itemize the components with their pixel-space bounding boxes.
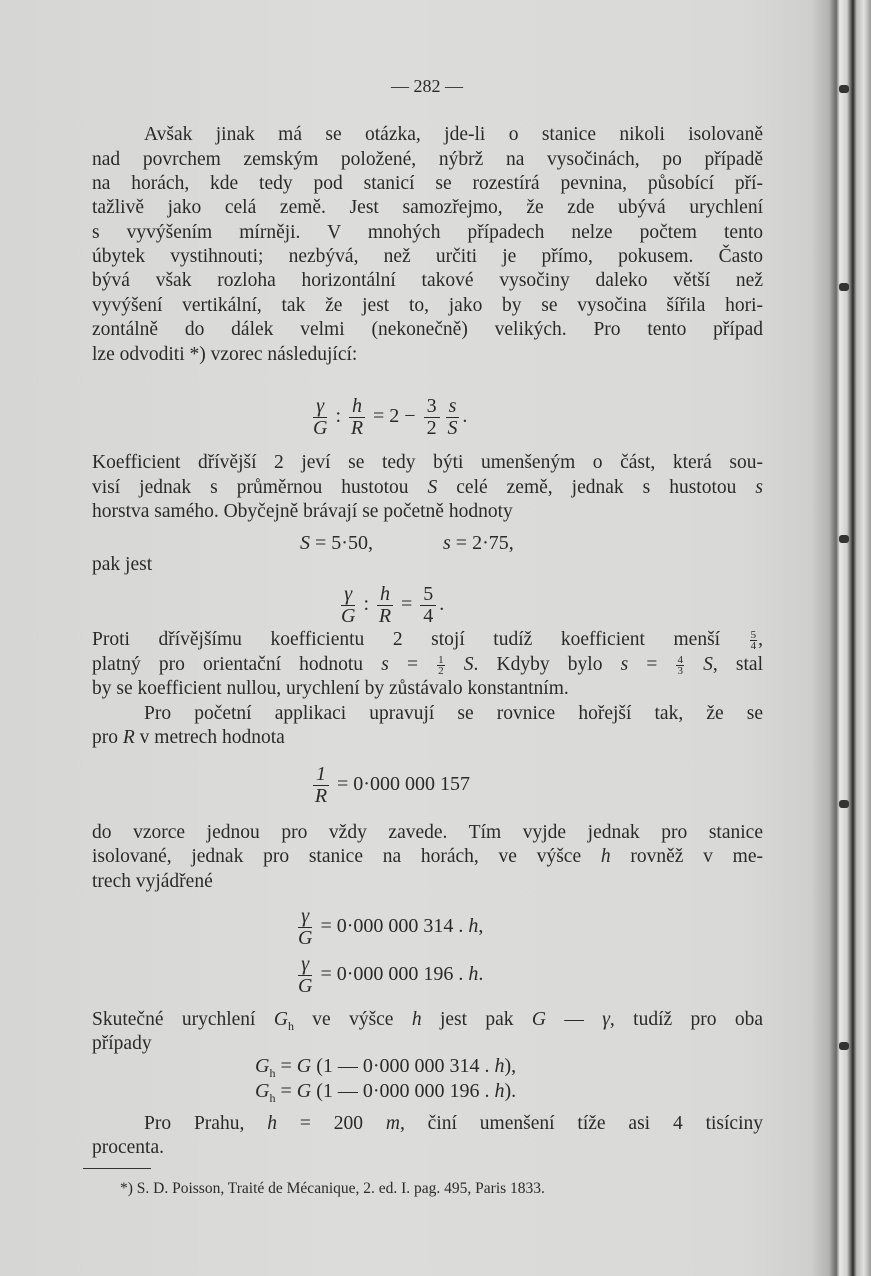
text-segment: do vzorce jednou pro vždy zavede. Tím vyjde jednak pro stanice bbox=[92, 822, 763, 843]
text-line bbox=[92, 221, 763, 245]
fraction-denominator: 4 bbox=[750, 640, 757, 653]
text-segment: . Kdyby bylo bbox=[473, 654, 621, 675]
fraction bbox=[676, 655, 684, 676]
text-segment: = 5·50, bbox=[310, 532, 373, 554]
math-variable: h bbox=[494, 1080, 505, 1102]
text-segment: ), bbox=[504, 1055, 517, 1077]
math-variable: S bbox=[300, 532, 310, 554]
text-segment bbox=[685, 654, 703, 675]
fraction-numerator: γ bbox=[298, 906, 312, 928]
text-line bbox=[92, 870, 763, 894]
text-segment: (1 — 0·000 000 314 . bbox=[311, 1055, 495, 1077]
text-segment: = bbox=[275, 1080, 297, 1102]
binding-stitch bbox=[839, 283, 849, 291]
math-variable: R bbox=[122, 727, 135, 748]
fraction-denominator: G bbox=[341, 605, 356, 627]
book-binding bbox=[811, 0, 871, 1276]
text-line bbox=[92, 726, 763, 750]
fraction-numerator: 1 bbox=[438, 654, 444, 667]
text-segment: — bbox=[546, 1009, 603, 1030]
text-line bbox=[92, 123, 763, 147]
math-variable: h bbox=[468, 963, 479, 986]
text-segment: platný pro orientační hodnotu bbox=[92, 654, 382, 675]
text-line bbox=[92, 628, 763, 652]
fraction bbox=[424, 396, 440, 439]
equation-1 bbox=[310, 396, 467, 439]
fraction bbox=[298, 906, 312, 949]
text-segment: vyvýšení vertikální, tak že jest to, jako by se vysočina šířila hori- bbox=[92, 295, 763, 316]
binding-stitch bbox=[839, 85, 849, 93]
fraction bbox=[377, 584, 393, 627]
subscript: h bbox=[269, 1091, 276, 1105]
math-variable: G bbox=[255, 1080, 270, 1102]
fraction bbox=[750, 630, 758, 651]
text-segment: Avšak jinak má se otázka, jde-li o stanice nikoli isolovaně bbox=[144, 124, 763, 145]
math-variable: h bbox=[468, 915, 479, 938]
text-segment: . bbox=[462, 405, 468, 428]
text-line bbox=[92, 451, 763, 475]
text-segment: Pro početní applikaci upravují se rovnice hořejší tak, že se bbox=[144, 703, 763, 724]
text-segment: by se koefficient nullou, urychlení by zůstávalo konstantním. bbox=[92, 678, 569, 699]
fraction-numerator: 1 bbox=[313, 764, 329, 786]
fraction-numerator: s bbox=[446, 396, 460, 418]
text-segment: . bbox=[439, 593, 445, 616]
fraction bbox=[313, 396, 327, 439]
text-segment: visí jednak s průměrnou hustotou bbox=[92, 477, 428, 498]
text-line bbox=[92, 653, 763, 677]
fraction-numerator: 5 bbox=[750, 629, 757, 642]
text-segment: , stal bbox=[712, 654, 763, 675]
math-variable: G bbox=[296, 1055, 312, 1077]
text-segment: bývá však rozloha horizontální takové vysočiny daleko větší než bbox=[92, 270, 763, 291]
footnote-rule bbox=[83, 1168, 151, 1169]
text-line bbox=[92, 845, 763, 869]
text-segment: isolované, jednak pro stanice na horách, ve výšce bbox=[92, 846, 601, 867]
text-line bbox=[92, 553, 763, 577]
text-line bbox=[92, 245, 763, 269]
fraction-numerator: h bbox=[377, 584, 393, 606]
fraction bbox=[349, 396, 365, 439]
text-segment: = 2 − bbox=[368, 405, 421, 428]
text-line bbox=[92, 476, 763, 500]
text-segment bbox=[446, 654, 464, 675]
text-line bbox=[92, 269, 763, 293]
fraction-numerator: 5 bbox=[420, 584, 436, 606]
text-segment: ve výšce bbox=[293, 1009, 412, 1030]
text-segment: horstva samého. Obyčejně brávají se početně hodnoty bbox=[92, 501, 513, 522]
text-segment: = 0·000 000 196 . bbox=[315, 963, 469, 986]
text-segment: zontálně do dálek velmi (nekonečně) velikých. Pro tento případ bbox=[92, 319, 763, 340]
fraction-denominator: S bbox=[447, 417, 458, 439]
fraction-numerator: γ bbox=[298, 954, 312, 976]
text-segment: = bbox=[388, 654, 437, 675]
text-line bbox=[92, 1008, 763, 1032]
math-variable: h bbox=[494, 1055, 505, 1077]
equation-6 bbox=[295, 954, 483, 997]
math-variable: s bbox=[443, 532, 451, 554]
footnote: *) S. D. Poisson, Traité de Mécanique, 2. ed. I. pag. 495, Paris 1833. bbox=[120, 1180, 545, 1197]
equation-3 bbox=[338, 584, 444, 627]
binding-stitch bbox=[839, 800, 849, 808]
text-segment: : bbox=[330, 405, 347, 428]
text-segment: = 0·000 000 314 . bbox=[315, 915, 469, 938]
fraction-denominator: 4 bbox=[423, 605, 434, 627]
fraction-numerator: γ bbox=[341, 584, 355, 606]
text-segment: tažlivě jako celá země. Jest samozřejmo, že zde ubývá urychlení bbox=[92, 197, 763, 218]
text-line bbox=[92, 702, 763, 726]
math-variable: G bbox=[531, 1009, 546, 1030]
fraction-numerator: 3 bbox=[424, 396, 440, 418]
text-segment: trech vyjádřené bbox=[92, 871, 213, 892]
fraction-numerator: h bbox=[349, 396, 365, 418]
page-number: — 282 — bbox=[391, 76, 463, 96]
text-segment: s vyvýšením mírněji. V mnohých případech nelze počtem tento bbox=[92, 222, 763, 243]
math-variable: S bbox=[703, 654, 713, 675]
text-line bbox=[92, 196, 763, 220]
fraction bbox=[313, 764, 329, 807]
fraction-denominator: R bbox=[378, 605, 392, 627]
math-variable: S bbox=[463, 654, 474, 675]
text-line bbox=[92, 677, 763, 701]
text-segment: . bbox=[478, 963, 484, 986]
text-segment: = 0·000 000 157 bbox=[332, 773, 470, 796]
text-line bbox=[92, 1136, 763, 1160]
text-segment: pak jest bbox=[92, 554, 153, 575]
text-segment: = 200 bbox=[276, 1113, 386, 1134]
fraction bbox=[341, 584, 355, 627]
math-variable: m bbox=[385, 1113, 400, 1134]
text-segment: procenta. bbox=[92, 1137, 165, 1158]
equation-8 bbox=[255, 1079, 516, 1110]
text-segment: , činí umenšení tíže asi 4 tisíciny bbox=[399, 1113, 764, 1134]
text-segment: (1 — 0·000 000 196 . bbox=[311, 1080, 495, 1102]
text-line bbox=[92, 500, 763, 524]
equation-5 bbox=[295, 906, 483, 949]
subscript: h bbox=[287, 1018, 294, 1033]
text-line bbox=[92, 148, 763, 172]
fraction-denominator: G bbox=[298, 975, 313, 997]
math-variable: G bbox=[296, 1080, 312, 1102]
text-line bbox=[92, 172, 763, 196]
math-variable: s bbox=[620, 654, 629, 675]
fraction-denominator: R bbox=[350, 417, 364, 439]
fraction-denominator: 2 bbox=[438, 665, 444, 678]
math-variable: G bbox=[255, 1055, 270, 1077]
fraction-denominator: R bbox=[314, 785, 328, 807]
text-segment: = bbox=[396, 593, 418, 616]
text-segment: , bbox=[478, 915, 484, 938]
text-segment: Koefficient dřívější 2 jeví se tedy býti umenšeným o část, která sou- bbox=[92, 452, 763, 473]
text-segment: , tudíž pro oba bbox=[609, 1009, 764, 1030]
fraction-numerator: γ bbox=[313, 396, 327, 418]
math-variable: S bbox=[427, 477, 438, 498]
equation-2a bbox=[300, 531, 373, 555]
text-segment: jest pak bbox=[421, 1009, 532, 1030]
fraction-denominator: 2 bbox=[426, 417, 437, 439]
subscript: h bbox=[269, 1066, 276, 1080]
text-segment: v metrech hodnota bbox=[134, 727, 285, 748]
binding-stitch bbox=[839, 535, 849, 543]
equation-2b bbox=[443, 531, 514, 555]
fraction-numerator: 4 bbox=[677, 654, 683, 667]
equation-4 bbox=[310, 764, 470, 807]
text-segment: , bbox=[758, 629, 763, 650]
text-segment: Pro Prahu, bbox=[144, 1113, 268, 1134]
text-line bbox=[92, 1032, 763, 1056]
text-segment: lze odvoditi *) vzorec následující: bbox=[92, 344, 358, 365]
text-line bbox=[92, 821, 763, 845]
math-variable: s bbox=[755, 477, 763, 498]
fraction-denominator: G bbox=[298, 927, 313, 949]
text-segment: ). bbox=[504, 1080, 517, 1102]
fraction bbox=[420, 584, 436, 627]
text-segment: na horách, kde tedy pod stanicí se rozestírá pevnina, působící pří- bbox=[92, 173, 763, 194]
text-segment: : bbox=[358, 593, 375, 616]
math-variable: s bbox=[381, 654, 389, 675]
text-segment: = 2·75, bbox=[450, 532, 514, 554]
math-variable: h bbox=[600, 846, 611, 867]
fraction bbox=[446, 396, 460, 439]
math-variable: h bbox=[267, 1113, 277, 1134]
text-segment: rovněž v me- bbox=[610, 846, 763, 867]
math-variable: γ bbox=[602, 1009, 610, 1030]
text-segment: celé země, jednak s hustotou bbox=[437, 477, 756, 498]
text-segment: nad povrchem zemským položené, nýbrž na vysočinách, po případě bbox=[92, 149, 763, 170]
text-segment: Skutečné urychlení bbox=[92, 1009, 274, 1030]
text-segment: pro bbox=[92, 727, 123, 748]
math-variable: h bbox=[411, 1009, 422, 1030]
text-segment: = bbox=[628, 654, 676, 675]
text-line bbox=[92, 343, 763, 367]
text-segment: případy bbox=[92, 1033, 152, 1054]
text-segment: = bbox=[275, 1055, 297, 1077]
text-line bbox=[92, 1112, 763, 1136]
fraction bbox=[437, 655, 445, 676]
binding-stitch bbox=[839, 1042, 849, 1050]
math-variable: G bbox=[273, 1009, 288, 1030]
fraction-denominator: G bbox=[313, 417, 328, 439]
text-segment: Proti dřívějšímu koefficientu 2 stojí tudíž koefficient menší bbox=[92, 629, 749, 650]
fraction bbox=[298, 954, 312, 997]
text-line bbox=[92, 294, 763, 318]
text-segment: úbytek vystihnouti; nezbývá, než určiti je přímo, pokusem. Často bbox=[92, 246, 763, 267]
fraction-denominator: 3 bbox=[677, 665, 683, 678]
text-line bbox=[92, 318, 763, 342]
